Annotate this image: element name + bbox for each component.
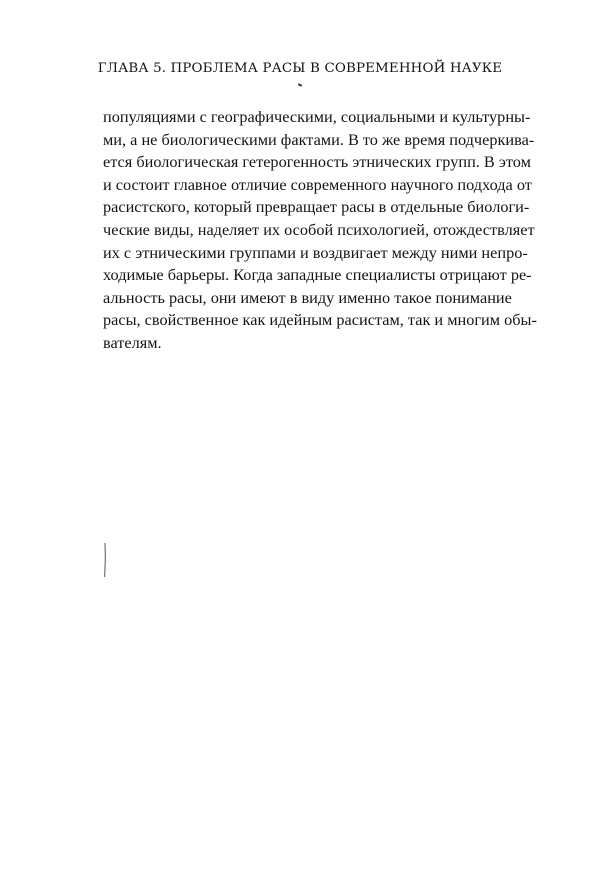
text-line: альность расы, они имеют в виду именно такое понимание — [103, 287, 512, 307]
text-line: расы, свойственное как идейным расистам, так и многим обы- — [103, 310, 537, 330]
text-line: ческие виды, наделяет их особой психологией, отождествляет — [103, 219, 535, 239]
text-line: ется биологическая гетерогенность этнических групп. В этом — [103, 152, 531, 172]
text-line: вателям. — [103, 332, 162, 352]
scan-artifact-mark — [298, 83, 302, 87]
running-head: ГЛАВА 5. ПРОБЛЕМА РАСЫ В СОВРЕМЕННОЙ НАУКЕ — [97, 61, 503, 76]
body-paragraph — [103, 106, 537, 355]
text-line: и состоит главное отличие современного научного подхода от — [103, 174, 532, 194]
text-line: популяциями с географическими, социальными и культурны- — [103, 107, 531, 126]
text-line: ми, а не биологическими фактами. В то же время подчеркива- — [103, 129, 535, 149]
text-line: расистского, который превращает расы в отдельные биологи- — [103, 197, 530, 217]
scan-artifact-line — [104, 543, 106, 577]
text-line: их с этническими группами и воздвигает между ними непро- — [103, 242, 528, 262]
text-line: ходимые барьеры. Когда западные специалисты отрицают ре- — [103, 265, 532, 285]
